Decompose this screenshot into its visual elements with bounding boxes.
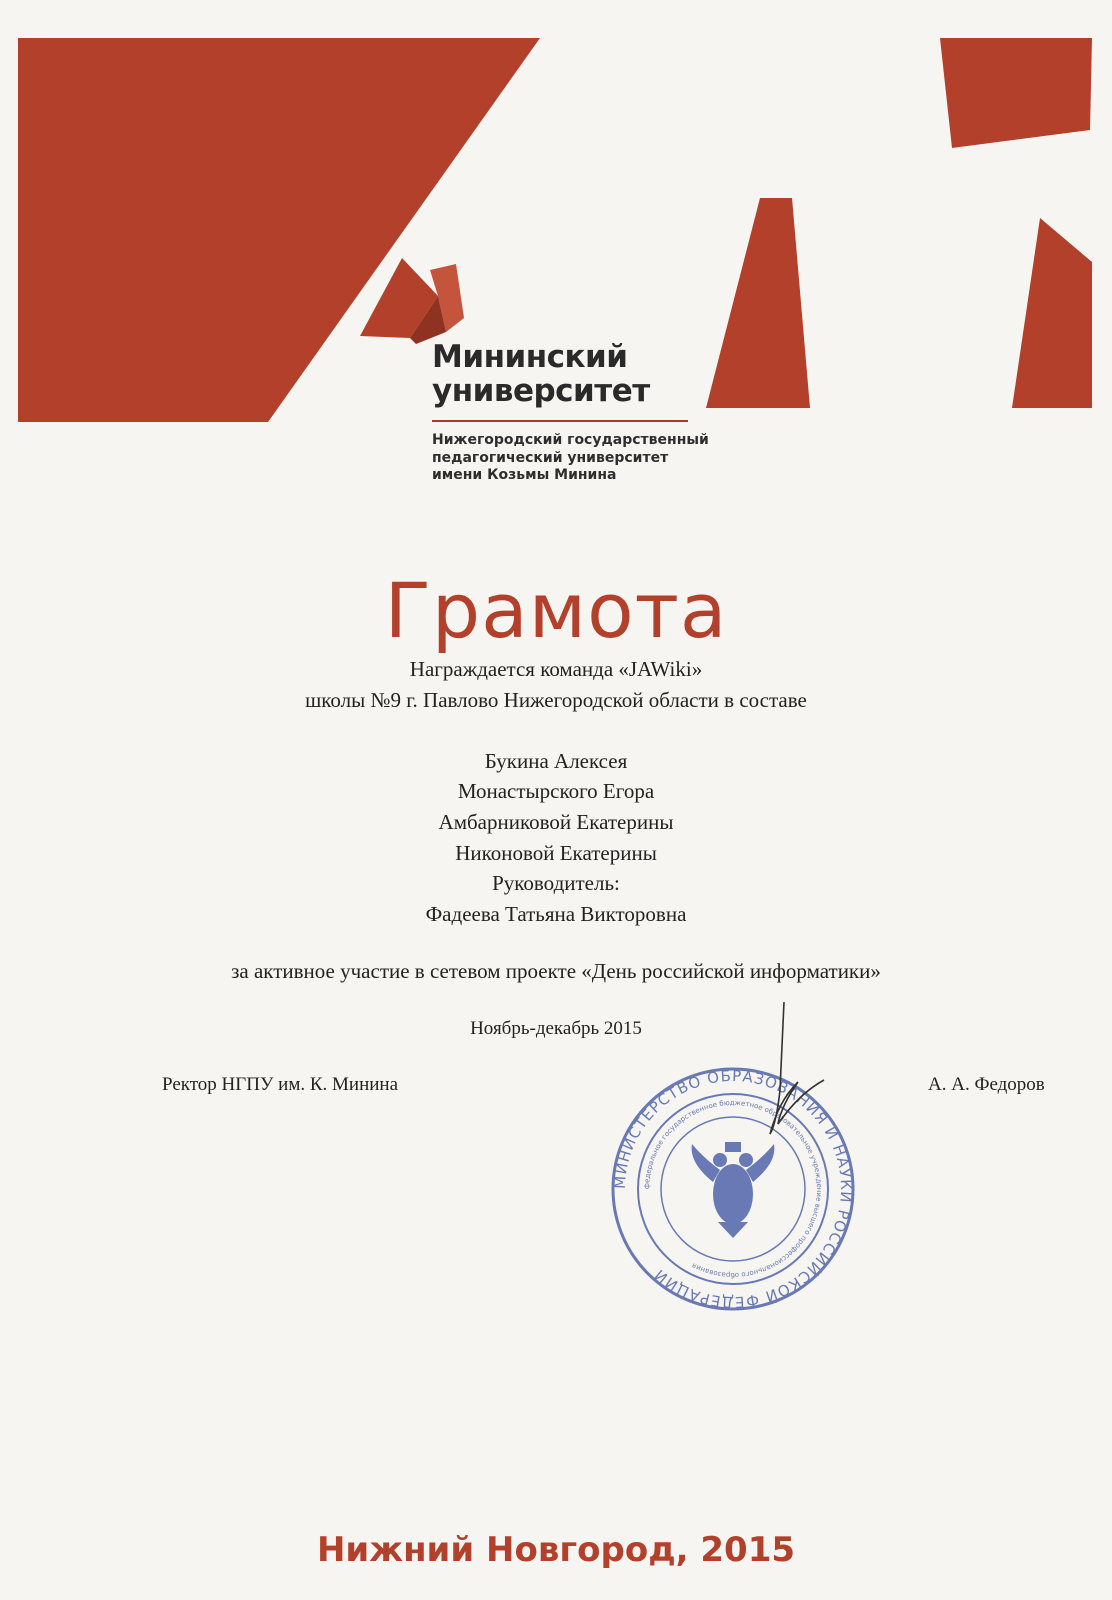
award-reason: за активное участие в сетевом проекте «День российской информатики»	[231, 959, 881, 983]
coat-of-arms-icon	[692, 1142, 775, 1238]
header-red-triangle-right	[1012, 218, 1092, 408]
signer-position: Ректор НГПУ им. К. Минина	[162, 1074, 399, 1095]
member-name-4: Никоновой Екатерины	[455, 841, 657, 865]
seal-inner-text: федеральное государственное бюджетное образовательное учреждение высшего профессионального образования	[642, 1098, 824, 1280]
university-logo	[432, 340, 709, 485]
seal-outer-text: МИНИСТЕРСТВО ОБРАЗОВАНИЯ И НАУКИ РОССИЙСКОЙ ФЕДЕРАЦИИ	[610, 1066, 856, 1312]
university-full-name	[432, 432, 709, 485]
university-logo-icon	[360, 258, 464, 344]
logo-divider	[432, 420, 688, 422]
leader-name: Фадеева Татьяна Викторовна	[425, 902, 687, 926]
award-period: Ноябрь-декабрь 2015	[470, 1018, 642, 1039]
footer-city-year: Нижний Новгород, 2015	[316, 1530, 796, 1570]
university-name-line2: университет	[432, 373, 650, 409]
university-name	[432, 340, 709, 408]
leader-label: Руководитель:	[492, 871, 620, 895]
university-full-name-line2: педагогический университет	[432, 449, 669, 466]
signer-name: А. А. Федоров	[928, 1074, 1045, 1095]
member-name-1: Букина Алексея	[484, 749, 628, 773]
header-red-triangle-left	[706, 198, 810, 408]
university-name-line1: Мининский	[432, 339, 628, 375]
certificate-title: Грамота	[384, 566, 728, 655]
member-name-2: Монастырского Егора	[457, 779, 655, 803]
university-full-name-line1: Нижегородский государственный	[432, 432, 709, 448]
award-line-school: школы №9 г. Павлово Нижегородской области в составе	[305, 688, 807, 712]
member-name-3: Амбарниковой Екатерины	[438, 810, 674, 834]
university-full-name-line3: имени Козьмы Минина	[432, 467, 617, 483]
rector-signature	[740, 1000, 830, 1140]
header-red-shard-top	[940, 38, 1092, 148]
award-line-team: Награждается команда «JAWiki»	[409, 657, 703, 681]
